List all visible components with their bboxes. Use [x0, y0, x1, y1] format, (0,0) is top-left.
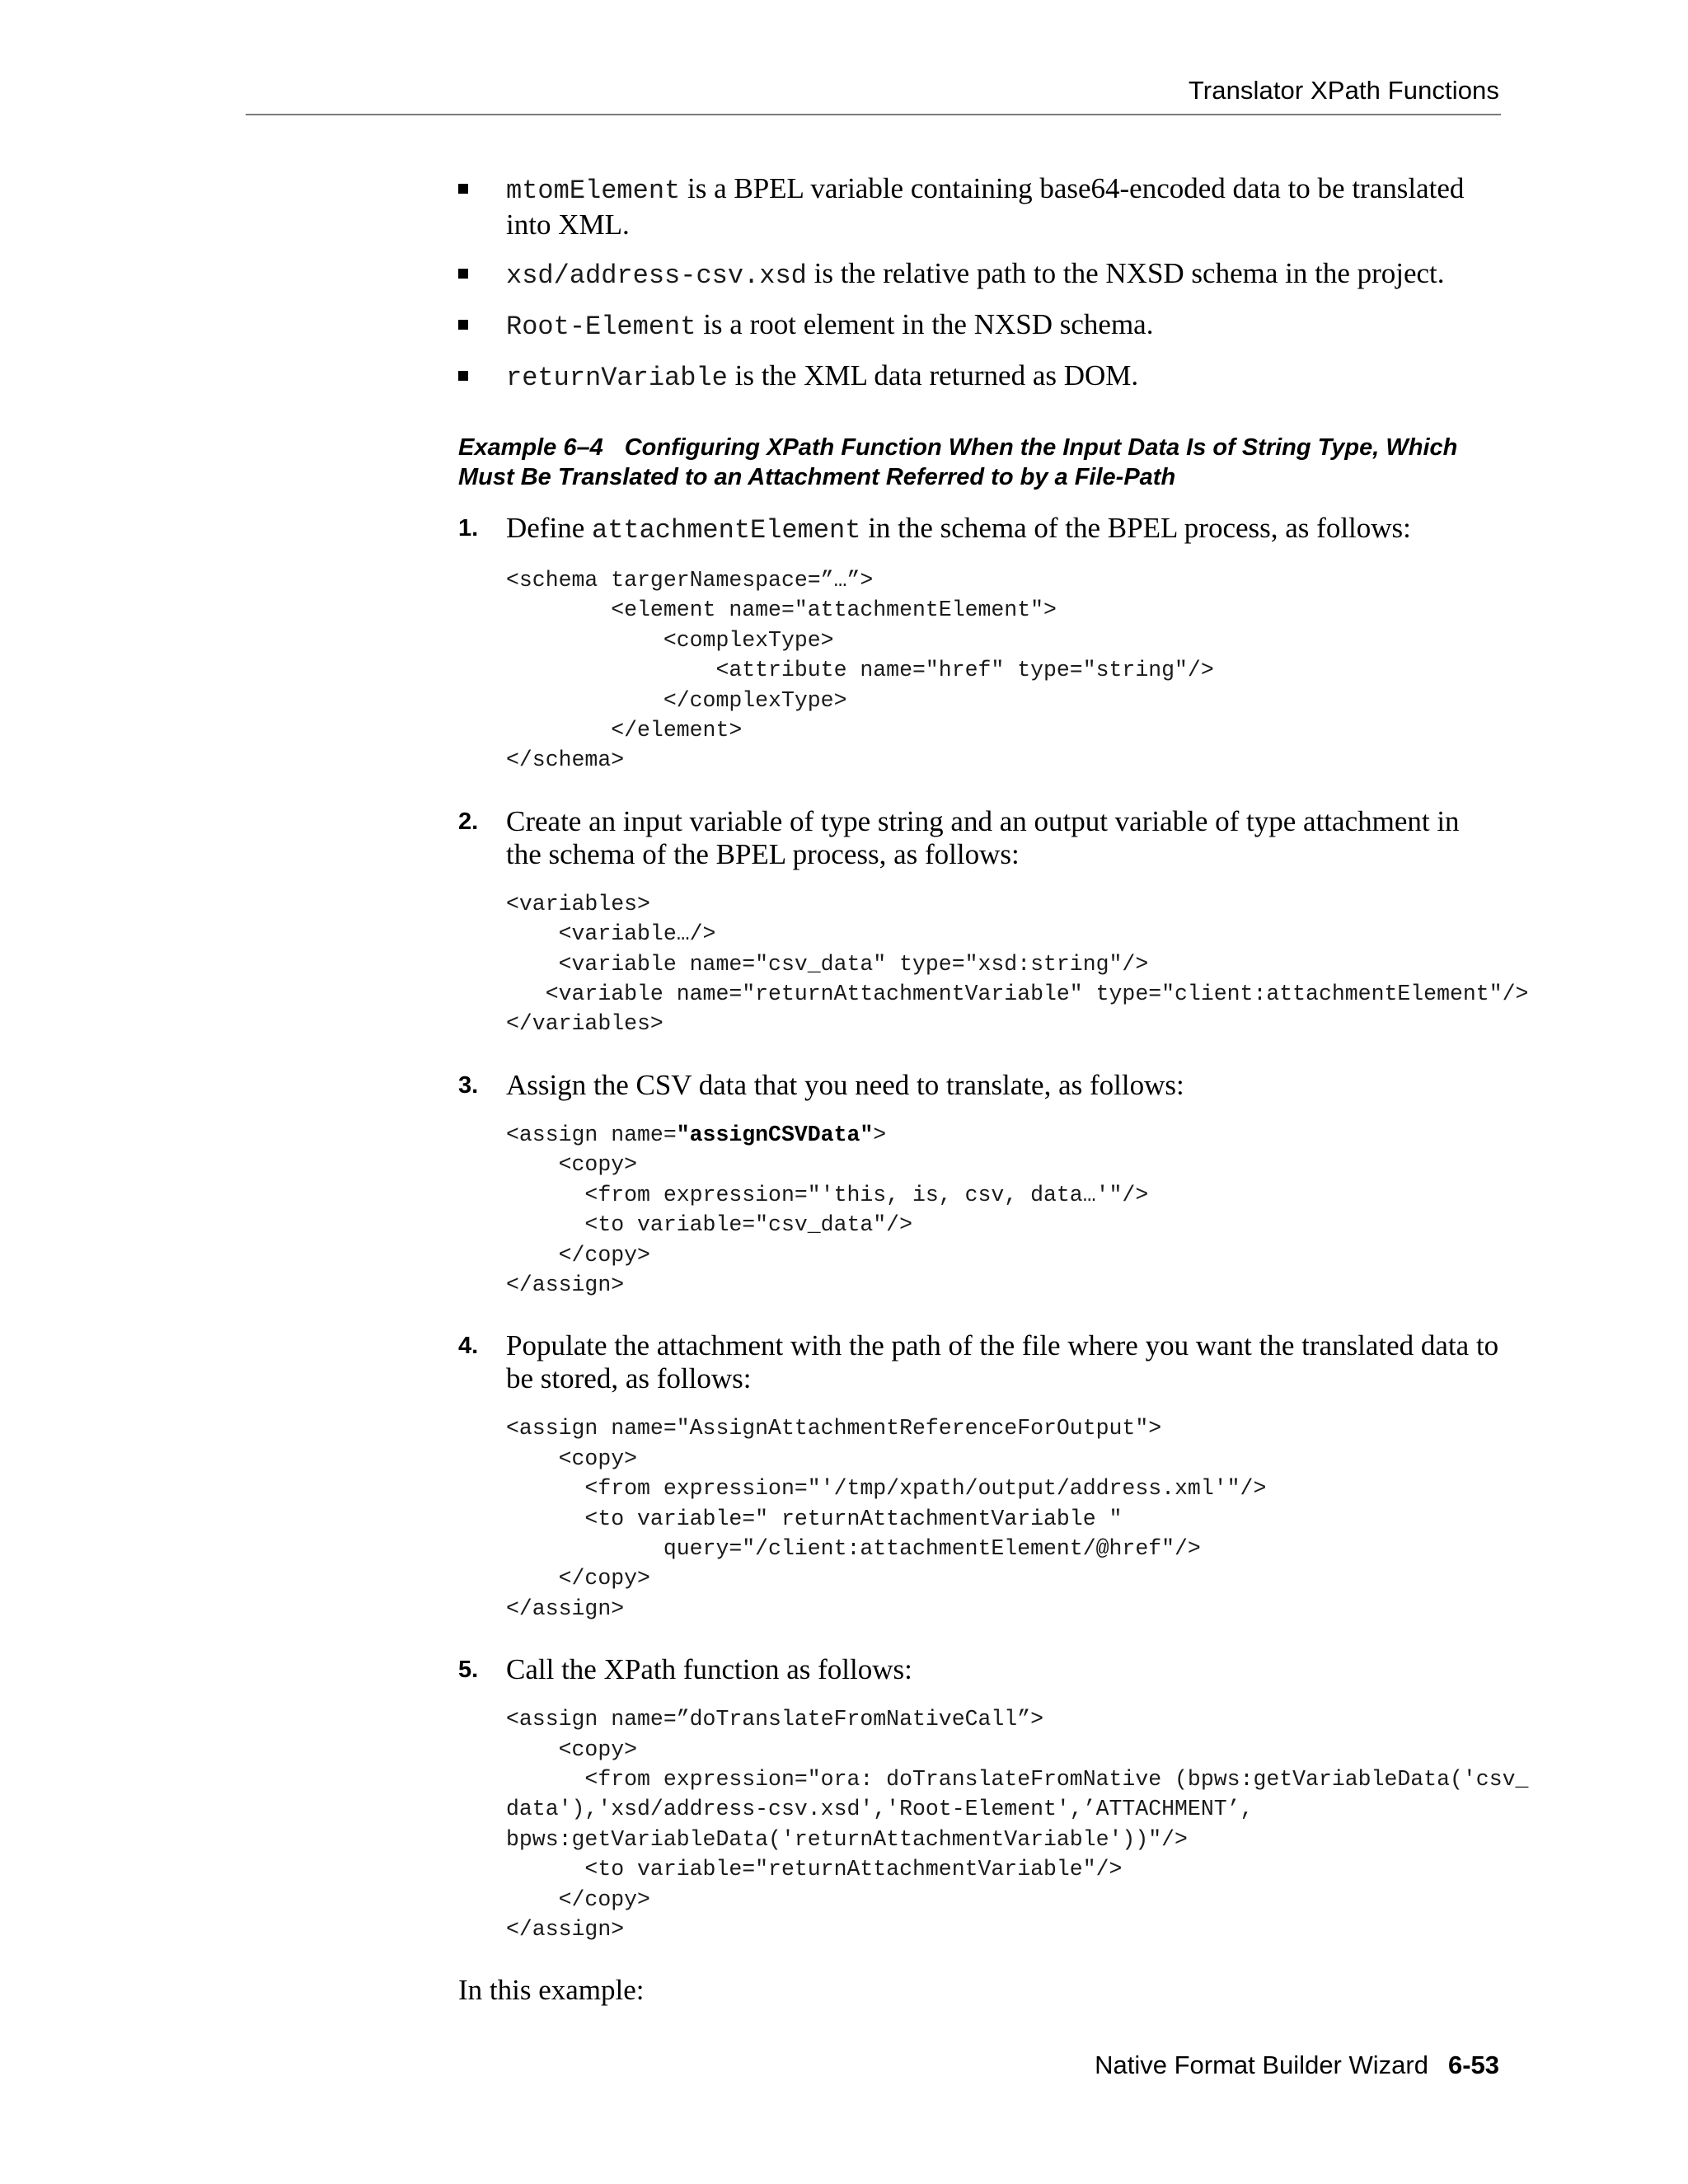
code-block: <schema targerNamespace=”…”> <element name="attachmentElement"> <complexType> <attribute name="href" type="string"/> </complexType> </element> </schema>: [506, 568, 1214, 773]
list-item: [458, 256, 1501, 293]
footer-title: Native Format Builder Wizard: [1095, 2050, 1428, 2079]
step-item: [458, 1069, 1501, 1300]
code-part: > <copy> <from expression="'this, is, csv, data…'"/> <to variable="csv_data"/> </copy> </assign>: [506, 1122, 1149, 1297]
inline-code: mtomElement: [506, 176, 681, 206]
step-item: [458, 1653, 1529, 1944]
step-text: Populate the attachment with the path of the file where you want the translated data to be stored, as follows:: [506, 1329, 1499, 1395]
step-item: [458, 1329, 1501, 1624]
code-block: <variables> <variable…/> <variable name="csv_data" type="xsd:string"/> <variable name="returnAttachmentVariable" type="client:attachmentElement"/> </variables>: [506, 891, 1529, 1037]
page-number: 6-53: [1447, 2050, 1499, 2079]
step-number: 4.: [458, 1333, 479, 1360]
step-list: [458, 512, 1529, 1944]
closing-paragraph: In this example:: [458, 1974, 645, 2007]
step-text-part: in the schema of the BPEL process, as follows:: [860, 512, 1411, 544]
step-number: 3.: [458, 1071, 479, 1099]
step-number: 5.: [458, 1657, 479, 1684]
bullet-square-icon: [458, 184, 468, 194]
header-rule: [246, 114, 1501, 115]
step-text-part: Define: [506, 512, 592, 544]
list-item-text: is the XML data returned as DOM.: [727, 359, 1139, 391]
step-number: 1.: [458, 515, 479, 541]
example-label: Example 6–4: [458, 434, 603, 461]
inline-code: attachmentElement: [591, 515, 861, 546]
list-item-text: is a root element in the NXSD schema.: [696, 308, 1154, 340]
inline-code: returnVariable: [506, 363, 728, 393]
code-block: <assign name="AssignAttachmentReferenceForOutput"> <copy> <from expression="'/tmp/xpath/output/address.xml'"/> <to variable=" returnAttachmentVariable " query="/client:attachmentElement/@href"/> </copy> </assign>: [506, 1416, 1267, 1621]
example-caption: [458, 433, 1501, 492]
step-item: [458, 804, 1529, 1039]
step-text: Assign the CSV data that you need to translate, as follows:: [506, 1068, 1184, 1101]
example-title: Configuring XPath Function When the Input Data Is of String Type, Which Must Be Translated to an Attachment Referred to by a File-Path: [458, 434, 1458, 490]
list-item: [458, 171, 1501, 241]
bullet-square-icon: [458, 371, 468, 381]
list-item: [458, 307, 1501, 344]
step-text: [506, 512, 1501, 547]
code-block: [506, 1120, 1501, 1300]
bullet-list: [458, 171, 1501, 395]
inline-code: xsd/address-csv.xsd: [506, 260, 807, 291]
code-bold-part: "assignCSVData": [676, 1122, 874, 1147]
step-item: [458, 512, 1501, 776]
bullet-square-icon: [458, 269, 468, 279]
main-column: [458, 171, 1529, 2007]
page-footer: [1095, 2050, 1499, 2080]
bullet-square-icon: [458, 320, 468, 330]
list-item: [458, 359, 1501, 395]
list-item-text: is the relative path to the NXSD schema in the project.: [806, 257, 1445, 289]
step-text: Call the XPath function as follows:: [506, 1653, 912, 1686]
list-item-text: is a BPEL variable containing base64-encoded data to be translated into XML.: [506, 172, 1465, 241]
inline-code: Root-Element: [506, 312, 696, 342]
code-block: <assign name=”doTranslateFromNativeCall”> <copy> <from expression="ora: doTranslateFromNative (bpws:getVariableData('csv_ data'),'xsd/address-csv.xsd','Root-Element',’ATTACHMENT’, bpws:getVariableData('returnAttachmentVariable'))"/> <to variable="returnAttachmentVariable"/> </copy> </assign>: [506, 1707, 1529, 1942]
step-text: Create an input variable of type string and an output variable of type attachment in the schema of the BPEL process, as follows:: [506, 804, 1460, 870]
step-number: 2.: [458, 808, 479, 835]
code-part: <assign name=: [506, 1122, 677, 1147]
running-header: Translator XPath Functions: [1188, 76, 1499, 105]
